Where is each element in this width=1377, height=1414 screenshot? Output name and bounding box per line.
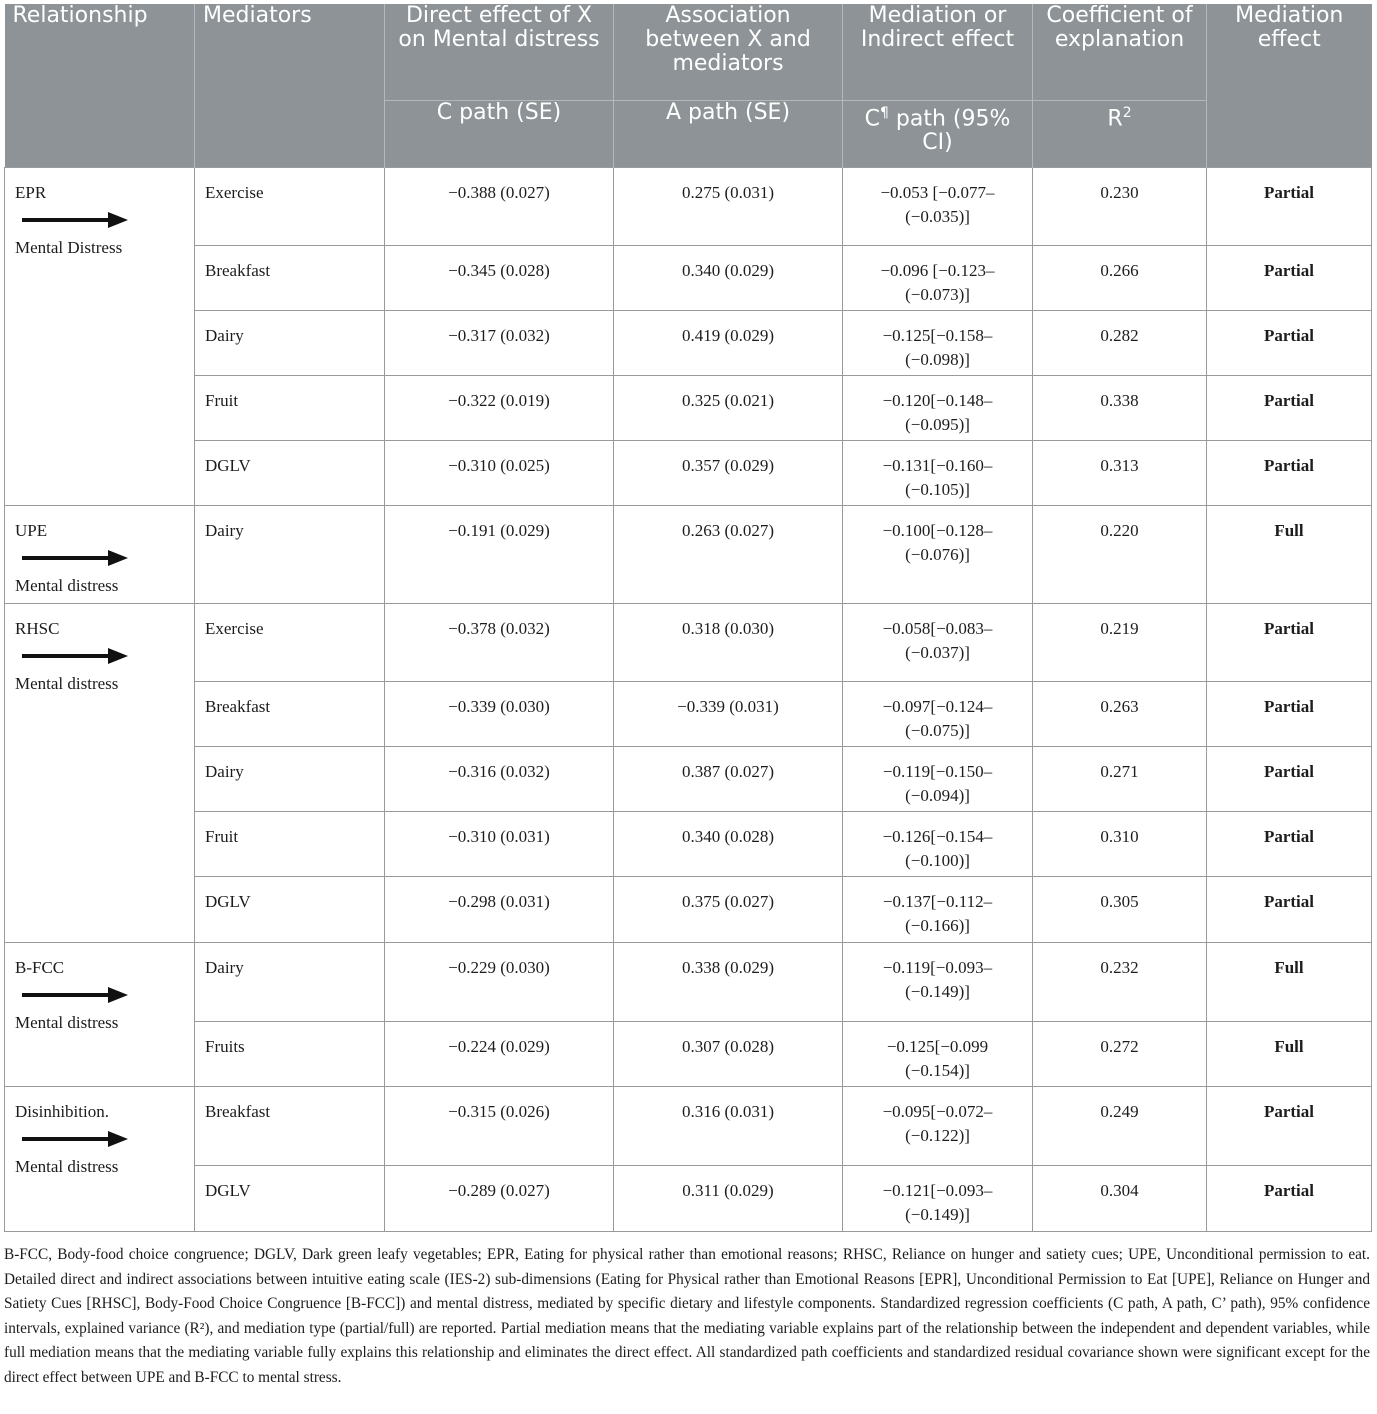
mediator-cell: Breakfast <box>195 245 385 310</box>
indirect-effect-cell <box>843 942 1033 1021</box>
indirect-effect-cell <box>843 811 1033 876</box>
relationship-cell <box>5 505 195 603</box>
relationship-y: Mental distress <box>15 1156 119 1176</box>
indirect-effect-cell <box>843 505 1033 603</box>
indirect-effect-cell <box>843 375 1033 440</box>
table-row <box>5 167 1372 245</box>
mediation-effect-cell: Partial <box>1207 681 1372 746</box>
indirect-effect-cell <box>843 1086 1033 1165</box>
header-c-prime-path <box>843 100 1033 167</box>
c-prime-letter: C <box>864 105 880 131</box>
c-path-cell: −0.339 (0.030) <box>385 681 614 746</box>
mediation-effect-cell: Partial <box>1207 746 1372 811</box>
relationship-cell <box>5 603 195 942</box>
a-path-cell: 0.338 (0.029) <box>614 942 843 1021</box>
indirect-upper: (−0.122)] <box>905 1125 970 1145</box>
indirect-estimate: −0.121[−0.093– <box>882 1180 993 1200</box>
table-row <box>5 505 1372 603</box>
indirect-estimate: −0.137[−0.112– <box>882 891 993 911</box>
indirect-upper: (−0.076)] <box>905 544 970 564</box>
mediator-cell: Dairy <box>195 310 385 375</box>
indirect-upper: (−0.105)] <box>905 479 970 499</box>
r-letter: R <box>1107 105 1123 131</box>
a-path-cell: 0.387 (0.027) <box>614 746 843 811</box>
indirect-upper: (−0.095)] <box>905 414 970 434</box>
indirect-upper: (−0.075)] <box>905 720 970 740</box>
c-path-cell: −0.229 (0.030) <box>385 942 614 1021</box>
mediator-cell: Breakfast <box>195 1086 385 1165</box>
c-path-cell: −0.322 (0.019) <box>385 375 614 440</box>
mediation-effect-cell: Partial <box>1207 876 1372 942</box>
c-path-cell: −0.289 (0.027) <box>385 1165 614 1231</box>
table-row <box>5 375 1372 440</box>
r-squared-cell: 0.220 <box>1033 505 1207 603</box>
header-association: Association between X and mediators <box>614 4 843 100</box>
mediation-effect-cell: Partial <box>1207 603 1372 681</box>
indirect-effect-cell <box>843 167 1033 245</box>
a-path-cell: 0.375 (0.027) <box>614 876 843 942</box>
r-squared-cell: 0.310 <box>1033 811 1207 876</box>
relationship-x: Disinhibition. <box>15 1101 109 1121</box>
indirect-estimate: −0.119[−0.093– <box>882 957 993 977</box>
relationship-y: Mental Distress <box>15 237 123 257</box>
c-path-cell: −0.310 (0.031) <box>385 811 614 876</box>
a-path-cell: 0.275 (0.031) <box>614 167 843 245</box>
arrow-right-icon <box>20 548 130 568</box>
indirect-effect-cell <box>843 603 1033 681</box>
relationship-cell <box>5 1086 195 1231</box>
a-path-cell: 0.311 (0.029) <box>614 1165 843 1231</box>
a-path-cell: 0.316 (0.031) <box>614 1086 843 1165</box>
header-a-path: A path (SE) <box>614 100 843 167</box>
table-row <box>5 942 1372 1021</box>
indirect-estimate: −0.125[−0.158– <box>882 325 993 345</box>
a-path-cell: −0.339 (0.031) <box>614 681 843 746</box>
table-row <box>5 310 1372 375</box>
mediator-cell: Dairy <box>195 942 385 1021</box>
indirect-effect-cell <box>843 681 1033 746</box>
r-squared-cell: 0.219 <box>1033 603 1207 681</box>
indirect-effect-cell <box>843 1165 1033 1231</box>
relationship-x: B-FCC <box>15 957 65 977</box>
c-path-cell: −0.315 (0.026) <box>385 1086 614 1165</box>
indirect-upper: (−0.154)] <box>905 1060 970 1080</box>
mediation-effect-cell: Full <box>1207 1021 1372 1086</box>
indirect-effect-cell <box>843 245 1033 310</box>
indirect-estimate: −0.096 [−0.123– <box>880 260 995 280</box>
indirect-upper: (−0.037)] <box>905 642 970 662</box>
mediation-effect-cell: Partial <box>1207 1086 1372 1165</box>
c-path-cell: −0.316 (0.032) <box>385 746 614 811</box>
arrow-right-icon <box>20 646 130 666</box>
mediator-cell: Fruits <box>195 1021 385 1086</box>
mediator-cell: Breakfast <box>195 681 385 746</box>
r-squared-cell: 0.232 <box>1033 942 1207 1021</box>
indirect-estimate: −0.100[−0.128– <box>882 520 993 540</box>
relationship-y: Mental distress <box>15 1012 119 1032</box>
mediator-cell: Exercise <box>195 167 385 245</box>
indirect-upper: (−0.073)] <box>905 284 970 304</box>
c-path-cell: −0.388 (0.027) <box>385 167 614 245</box>
indirect-upper: (−0.098)] <box>905 349 970 369</box>
mediator-cell: DGLV <box>195 1165 385 1231</box>
r-squared-cell: 0.272 <box>1033 1021 1207 1086</box>
indirect-upper: (−0.166)] <box>905 915 970 935</box>
c-prime-rest: path (95% CI) <box>888 105 1011 155</box>
mediator-cell: Dairy <box>195 505 385 603</box>
indirect-effect-cell <box>843 310 1033 375</box>
r-squared-sup: 2 <box>1122 104 1132 121</box>
table-row <box>5 440 1372 505</box>
a-path-cell: 0.340 (0.028) <box>614 811 843 876</box>
relationship-y: Mental distress <box>15 673 119 693</box>
c-path-cell: −0.310 (0.025) <box>385 440 614 505</box>
table-row <box>5 1086 1372 1165</box>
a-path-cell: 0.263 (0.027) <box>614 505 843 603</box>
indirect-upper: (−0.100)] <box>905 850 970 870</box>
arrow-right-icon <box>20 210 130 230</box>
indirect-estimate: −0.097[−0.124– <box>882 696 993 716</box>
mediator-cell: Exercise <box>195 603 385 681</box>
c-prime-mark: ¶ <box>879 104 889 121</box>
relationship-cell <box>5 167 195 505</box>
indirect-estimate: −0.120[−0.148– <box>882 390 993 410</box>
header-mediators: Mediators <box>195 4 385 167</box>
indirect-upper: (−0.035)] <box>905 206 970 226</box>
indirect-effect-cell <box>843 440 1033 505</box>
r-squared-cell: 0.249 <box>1033 1086 1207 1165</box>
a-path-cell: 0.307 (0.028) <box>614 1021 843 1086</box>
mediator-cell: Fruit <box>195 375 385 440</box>
relationship-x: EPR <box>15 182 47 202</box>
arrow-right-icon <box>20 985 130 1005</box>
r-squared-cell: 0.313 <box>1033 440 1207 505</box>
relationship-x: RHSC <box>15 618 60 638</box>
mediation-effect-cell: Partial <box>1207 375 1372 440</box>
relationship-x: UPE <box>15 520 48 540</box>
r-squared-cell: 0.338 <box>1033 375 1207 440</box>
header-c-path: C path (SE) <box>385 100 614 167</box>
mediation-table <box>4 4 1372 1232</box>
indirect-estimate: −0.095[−0.072– <box>882 1101 993 1121</box>
c-path-cell: −0.378 (0.032) <box>385 603 614 681</box>
mediator-cell: DGLV <box>195 440 385 505</box>
c-path-cell: −0.298 (0.031) <box>385 876 614 942</box>
r-squared-cell: 0.282 <box>1033 310 1207 375</box>
a-path-cell: 0.419 (0.029) <box>614 310 843 375</box>
r-squared-cell: 0.266 <box>1033 245 1207 310</box>
indirect-estimate: −0.119[−0.150– <box>882 761 993 781</box>
mediation-effect-cell: Partial <box>1207 310 1372 375</box>
indirect-estimate: −0.125[−0.099 <box>886 1036 989 1056</box>
table-footnote: B-FCC, Body-food choice congruence; DGLV, Dark green leafy vegetables; EPR, Eating for physical rather than emotional reasons; RHSC, Reliance on hunger and satiety cues; UPE, Unconditional permission to eat. Detailed direct and indirect associations between intuitive eating scale (IES-2) sub-dimensions (Eating for Physical rather than Emotional Reasons [EPR], Unconditional Permission to Eat [UPE], Reliance on Hunger and Satiety Cues [RHSC], Body-Food Choice Congruence [B-FCC]) and mental distress, mediated by specific dietary and lifestyle components. Standardized regression coefficients (C path, A path, C’ path), 95% confidence intervals, explained variance (R²), and mediation type (partial/full) are reported. Partial mediation means that the mediating variable explains part of the relationship between the independent and dependent variables, while full mediation means that the mediating variable fully explains this relationship and eliminates the direct effect. All standardized path coefficients and standardized residual covariance shown were significant except for the direct effect between UPE and B-FCC to mental stress. <box>4 1246 1370 1386</box>
mediation-effect-cell: Partial <box>1207 440 1372 505</box>
c-path-cell: −0.317 (0.032) <box>385 310 614 375</box>
table-row <box>5 811 1372 876</box>
indirect-upper: (−0.149)] <box>905 981 970 1001</box>
a-path-cell: 0.340 (0.029) <box>614 245 843 310</box>
header-mediation-effect: Mediation effect <box>1207 4 1372 167</box>
arrow-right-icon <box>20 1129 130 1149</box>
a-path-cell: 0.325 (0.021) <box>614 375 843 440</box>
c-path-cell: −0.345 (0.028) <box>385 245 614 310</box>
header-relationship: Relationship <box>5 4 195 167</box>
header-coefficient: Coefficient of explanation <box>1033 4 1207 100</box>
indirect-upper: (−0.149)] <box>905 1204 970 1224</box>
table-row <box>5 876 1372 942</box>
header-direct-effect: Direct effect of X on Mental distress <box>385 4 614 100</box>
header-indirect-effect: Mediation or Indirect effect <box>843 4 1033 100</box>
mediation-effect-cell: Full <box>1207 505 1372 603</box>
table-row <box>5 245 1372 310</box>
header-r-squared <box>1033 100 1207 167</box>
mediation-effect-cell: Full <box>1207 942 1372 1021</box>
relationship-y: Mental distress <box>15 575 119 595</box>
relationship-cell <box>5 942 195 1086</box>
mediation-effect-cell: Partial <box>1207 1165 1372 1231</box>
mediator-cell: Fruit <box>195 811 385 876</box>
indirect-estimate: −0.131[−0.160– <box>882 455 993 475</box>
c-path-cell: −0.191 (0.029) <box>385 505 614 603</box>
mediation-effect-cell: Partial <box>1207 811 1372 876</box>
a-path-cell: 0.357 (0.029) <box>614 440 843 505</box>
indirect-effect-cell <box>843 746 1033 811</box>
mediation-effect-cell: Partial <box>1207 245 1372 310</box>
table-row <box>5 1165 1372 1231</box>
indirect-estimate: −0.126[−0.154– <box>882 826 993 846</box>
table-row <box>5 603 1372 681</box>
table-body <box>5 167 1372 1231</box>
r-squared-cell: 0.305 <box>1033 876 1207 942</box>
r-squared-cell: 0.271 <box>1033 746 1207 811</box>
c-path-cell: −0.224 (0.029) <box>385 1021 614 1086</box>
indirect-estimate: −0.053 [−0.077– <box>880 182 995 202</box>
table-row <box>5 746 1372 811</box>
a-path-cell: 0.318 (0.030) <box>614 603 843 681</box>
table-row <box>5 1021 1372 1086</box>
mediator-cell: DGLV <box>195 876 385 942</box>
indirect-effect-cell <box>843 1021 1033 1086</box>
table-row <box>5 681 1372 746</box>
r-squared-cell: 0.263 <box>1033 681 1207 746</box>
indirect-effect-cell <box>843 876 1033 942</box>
r-squared-cell: 0.230 <box>1033 167 1207 245</box>
indirect-upper: (−0.094)] <box>905 785 970 805</box>
indirect-estimate: −0.058[−0.083– <box>882 618 993 638</box>
r-squared-cell: 0.304 <box>1033 1165 1207 1231</box>
mediation-effect-cell: Partial <box>1207 167 1372 245</box>
mediator-cell: Dairy <box>195 746 385 811</box>
